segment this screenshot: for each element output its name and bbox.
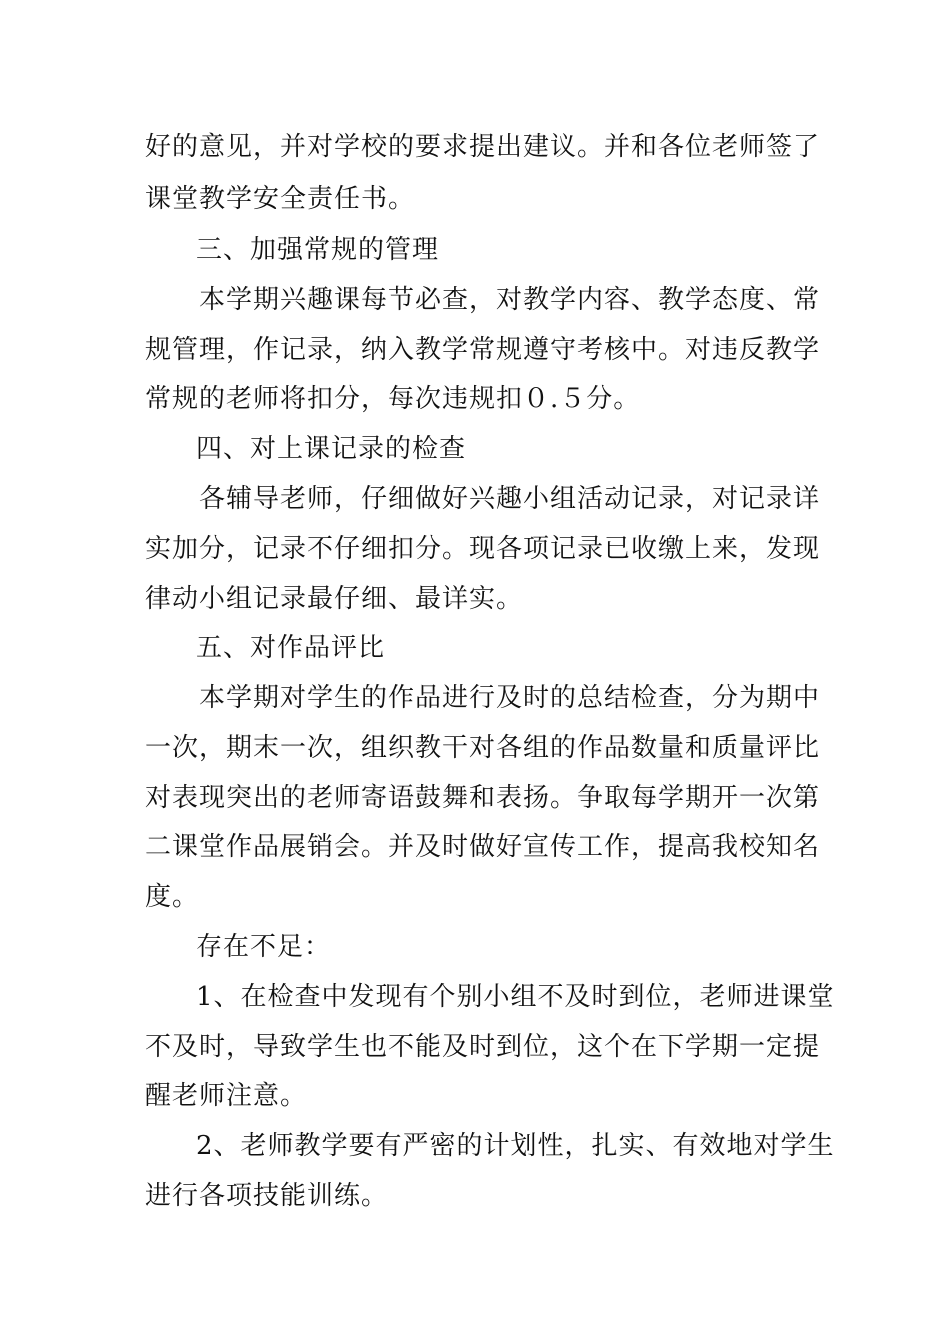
paragraph-line: 实加分，记录不仔细扣分。现各项记录已收缴上来，发现 xyxy=(145,534,821,564)
list-item-line: 2、老师教学要有严密的计划性，扎实、有效地对学生 xyxy=(196,1131,835,1161)
paragraph-line: 本学期兴趣课每节必查，对教学内容、教学态度、常 xyxy=(199,285,821,315)
list-item-line: 不及时，导致学生也不能及时到位，这个在下学期一定提 xyxy=(145,1032,821,1062)
paragraph-line: 本学期对学生的作品进行及时的总结检查，分为期中 xyxy=(199,683,821,713)
section-heading: 四、对上课记录的检查 xyxy=(196,434,467,464)
paragraph-line: 常规的老师将扣分，每次违规扣０.５分。 xyxy=(145,384,641,414)
paragraph-line: 度。 xyxy=(145,882,200,912)
paragraph-line: 一次，期末一次，组织教干对各组的作品数量和质量评比 xyxy=(145,733,821,763)
list-item-line: 1、在检查中发现有个别小组不及时到位，老师进课堂 xyxy=(196,982,835,1012)
paragraph-line: 二课堂作品展销会。并及时做好宣传工作，提高我校知名 xyxy=(145,832,821,862)
paragraph-line: 好的意见，并对学校的要求提出建议。并和各位老师签了 xyxy=(145,132,821,162)
section-heading: 存在不足： xyxy=(196,932,332,962)
paragraph-line: 课堂教学安全责任书。 xyxy=(145,184,416,214)
paragraph-line: 对表现突出的老师寄语鼓舞和表扬。争取每学期开一次第 xyxy=(145,783,821,813)
list-item-line: 进行各项技能训练。 xyxy=(145,1181,389,1211)
paragraph-line: 律动小组记录最仔细、最详实。 xyxy=(145,584,524,614)
section-heading: 三、加强常规的管理 xyxy=(196,235,440,265)
paragraph-line: 规管理，作记录，纳入教学常规遵守考核中。对违反教学 xyxy=(145,335,821,365)
section-heading: 五、对作品评比 xyxy=(196,633,386,663)
paragraph-line: 各辅导老师，仔细做好兴趣小组活动记录，对记录详 xyxy=(199,484,821,514)
list-item-line: 醒老师注意。 xyxy=(145,1081,308,1111)
